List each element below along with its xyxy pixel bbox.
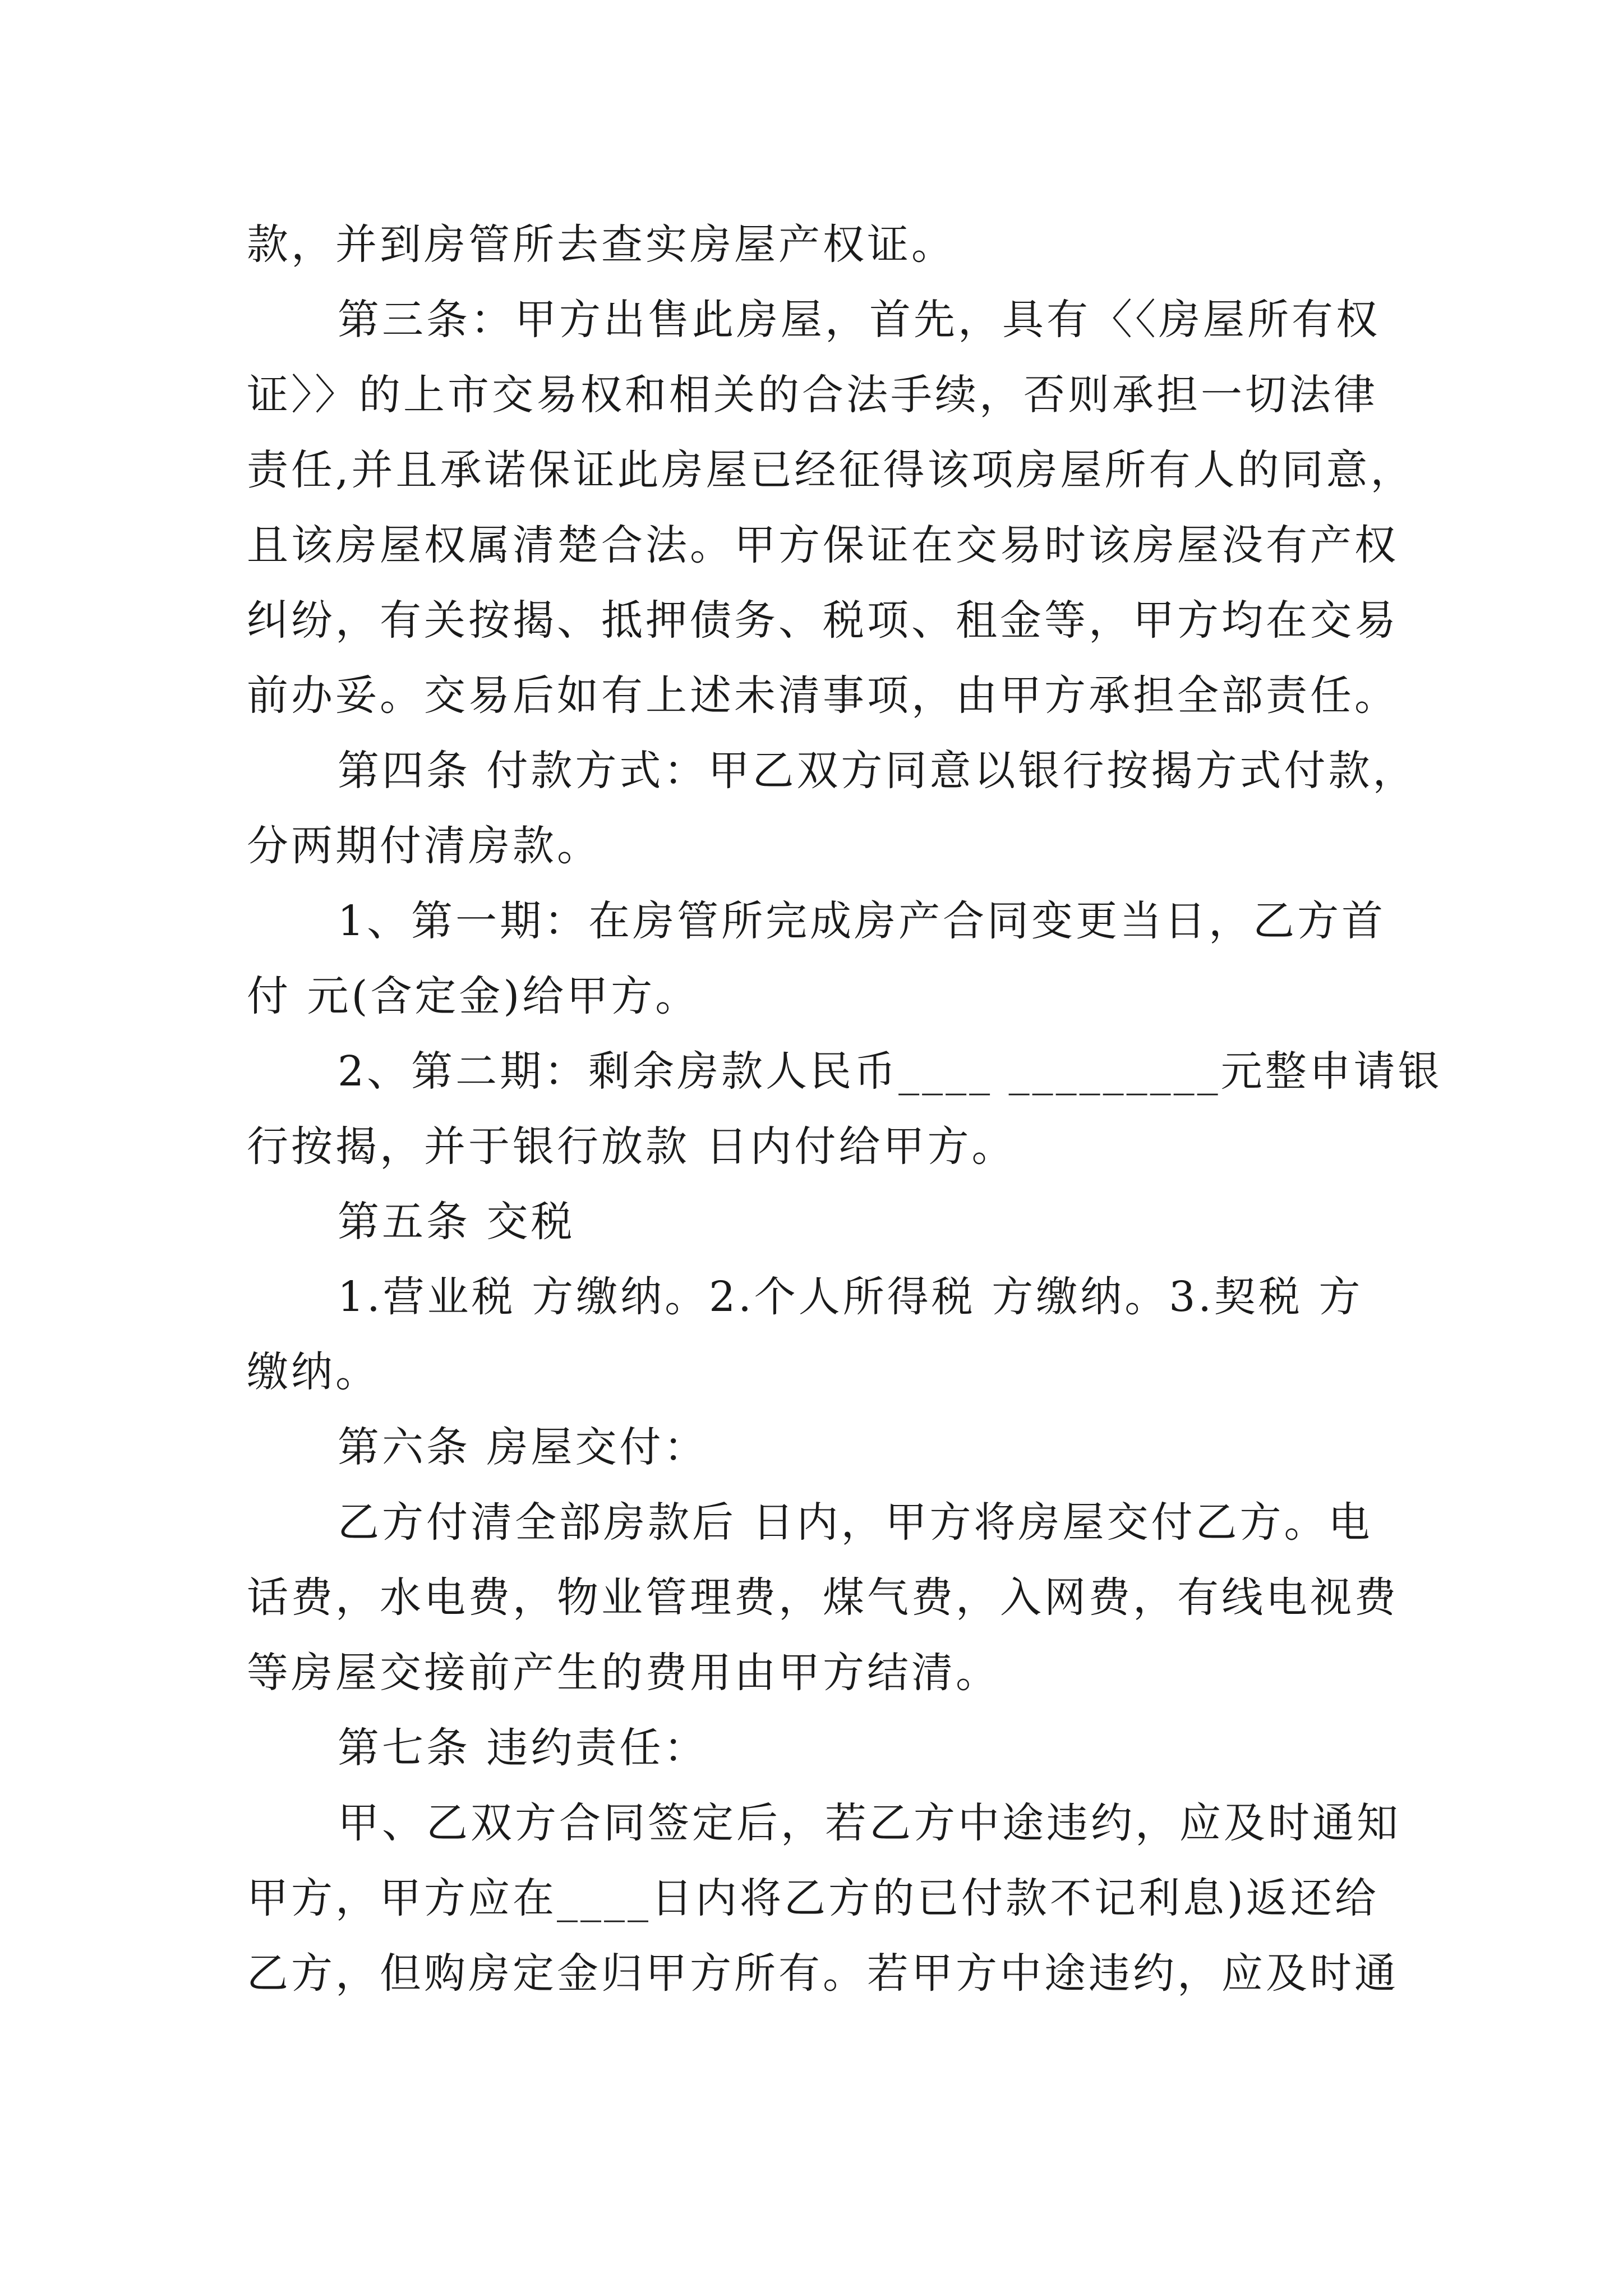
- text-line: 证〉〉的上市交易权和相关的合法手续，否则承担一切法律: [247, 371, 1378, 419]
- text-line: 纠纷，有关按揭、抵押债务、税项、租金等，甲方均在交易: [247, 596, 1399, 645]
- text-line: 缴纳。: [247, 1348, 380, 1396]
- paragraph-article-4: 第四条 付款方式：甲乙双方同意以银行按揭方式付款，: [338, 747, 1417, 795]
- heading-article-5: 第五条 交税: [338, 1198, 575, 1246]
- text-line: 且该房屋权属清楚合法。甲方保证在交易时该房屋没有产权: [247, 521, 1399, 569]
- paragraph-article-3: 第三条：甲方出售此房屋，首先，具有〈〈房屋所有权: [338, 296, 1380, 344]
- text-line: 甲方，甲方应在____日内将乙方的已付款不记利息)返还给: [247, 1874, 1379, 1922]
- text-line: 款，并到房管所去查实房屋产权证。: [247, 220, 956, 269]
- paragraph-payment-2: 2、第二期：剩余房款人民币____ _________元整申请银: [338, 1047, 1442, 1096]
- text-line: 付 元(含定金)给甲方。: [247, 972, 700, 1020]
- paragraph-delivery: 乙方付清全部房款后 日内，甲方将房屋交付乙方。电: [338, 1498, 1373, 1547]
- heading-article-7: 第七条 违约责任：: [338, 1724, 708, 1772]
- text-line: 话费，水电费，物业管理费，煤气费，入网费，有线电视费: [247, 1573, 1399, 1622]
- text-line: 分两期付清房款。: [247, 822, 601, 870]
- text-line: 乙方，但购房定金归甲方所有。若甲方中途违约，应及时通: [247, 1949, 1399, 1998]
- text-line: 责任,并且承诺保证此房屋已经征得该项房屋所有人的同意，: [247, 446, 1415, 494]
- text-line: 等房屋交接前产生的费用由甲方结清。: [247, 1649, 1000, 1697]
- heading-article-6: 第六条 房屋交付：: [338, 1423, 708, 1471]
- text-line: 行按揭，并于银行放款 日内付给甲方。: [247, 1122, 1016, 1171]
- paragraph-payment-1: 1、第一期：在房管所完成房产合同变更当日，乙方首: [338, 897, 1386, 945]
- text-line: 前办妥。交易后如有上述未清事项，由甲方承担全部责任。: [247, 671, 1399, 720]
- paragraph-taxes: 1.营业税 方缴纳。2.个人所得税 方缴纳。3.契税 方: [338, 1273, 1363, 1321]
- paragraph-breach: 甲、乙双方合同签定后，若乙方中途违约，应及时通知: [338, 1799, 1401, 1847]
